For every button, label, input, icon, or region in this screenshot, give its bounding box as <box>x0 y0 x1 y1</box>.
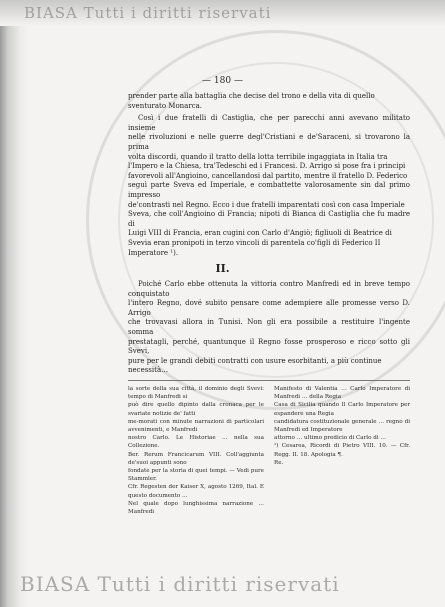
main-text-lower <box>128 280 410 379</box>
watermark-bottom: BIASA Tutti i diritti riservati <box>20 572 340 596</box>
paragraph-1: prender parte alla battaglia che decise del trono e della vita di quello sventurato Monarca. <box>128 92 375 110</box>
page-number: — 180 — <box>202 76 243 86</box>
footnote-left-column: la sorte della sua città, il dominio degli Svevi: tempo di Manfredi si può dire quello dipinto dalla cronaca per le svariate notizie de' fatti me-morati con minute narrazioni di particolari avvenimenti, e Manfredi nostro Carlo. Le Historiae … nella sua Collezione. Ber. Rerum Francicarum VIII. Coll'aggiunta de'suoi appunti sono fondate per la storia di quei tempi. — Vedi pure Stammler. Cfr. Regesten der Kaiser X, agosto 1269, Ital. E questo documento … Nel quale dopo lunghissima narrazione … Manfredi <box>128 386 264 516</box>
section-heading: II. <box>215 262 230 275</box>
paragraph-3: Poiché Carlo ebbe ottenuta la vittoria contro Manfredi ed in breve tempo conquistato l'intero Regno, dové subito pensare come adempiere alle promesse verso D. Arrigo che trovavasi allora in Tunisi. Non gli era possibile a restituire l'ingente somma prestatagli, perché, quantunque il Regno fosse prosperoso e ricco sotto gli Svevi, pure per le grandi debiti contratti con usure esorbitanti, a più continue necessità… <box>128 280 410 375</box>
paragraph-2: Così i due fratelli di Castiglia, che per parecchi anni avevano militato insieme nelle rivoluzioni e nelle guerre degl'Cristiani e de'Saraceni, si trovarono la prima volta discordi, quando il tratto della lotta terribile ingaggiata in Italia tra l'Impero e la Chiesa, tra'Tedeschi ed i Francesi. D. Arrigo si pose fra i principi favorevoli all'Angioino, cancellandosi dal partito, mentre il fratello D. Federico seguì parte Sveva ed Imperiale, e combattette valorosamente sin dal primo impresso de'contrasti nel Regno. Ecco i due fratelli imparentati così con casa Imperiale Sveva, che coll'Angioino di Francia; nipoti di Bianca di Castiglia che fu madre di Luigi VIII di Francia, eran cugini con Carlo d'Angiò; figliuoli di Beatrice di Svevia eran pronipoti in terzo vincoli di parentela co'figli di Federico II Imperatore ¹). <box>128 114 410 257</box>
footnote-divider <box>128 380 410 381</box>
main-text-upper <box>128 92 410 261</box>
page-left-edge-shadow <box>0 0 28 607</box>
watermark-top: BIASA Tutti i diritti riservati <box>24 4 272 22</box>
footnote-right-column: Manifesto di Valentia … Carlo Imperatore di Manfredi … della Regia Casa di Sicilia quando Il Carlo Imperatore per espandere una Regia candidatura costituzionale generale … regno di Manfredi ed Imperatore attorno … ultimo predicio di Carlo di … ¹) Cesarea, Ricordi di Pietro VIII. 10. — Cfr. Regg. II. 18. Apologia ¶. Re. <box>274 386 410 466</box>
